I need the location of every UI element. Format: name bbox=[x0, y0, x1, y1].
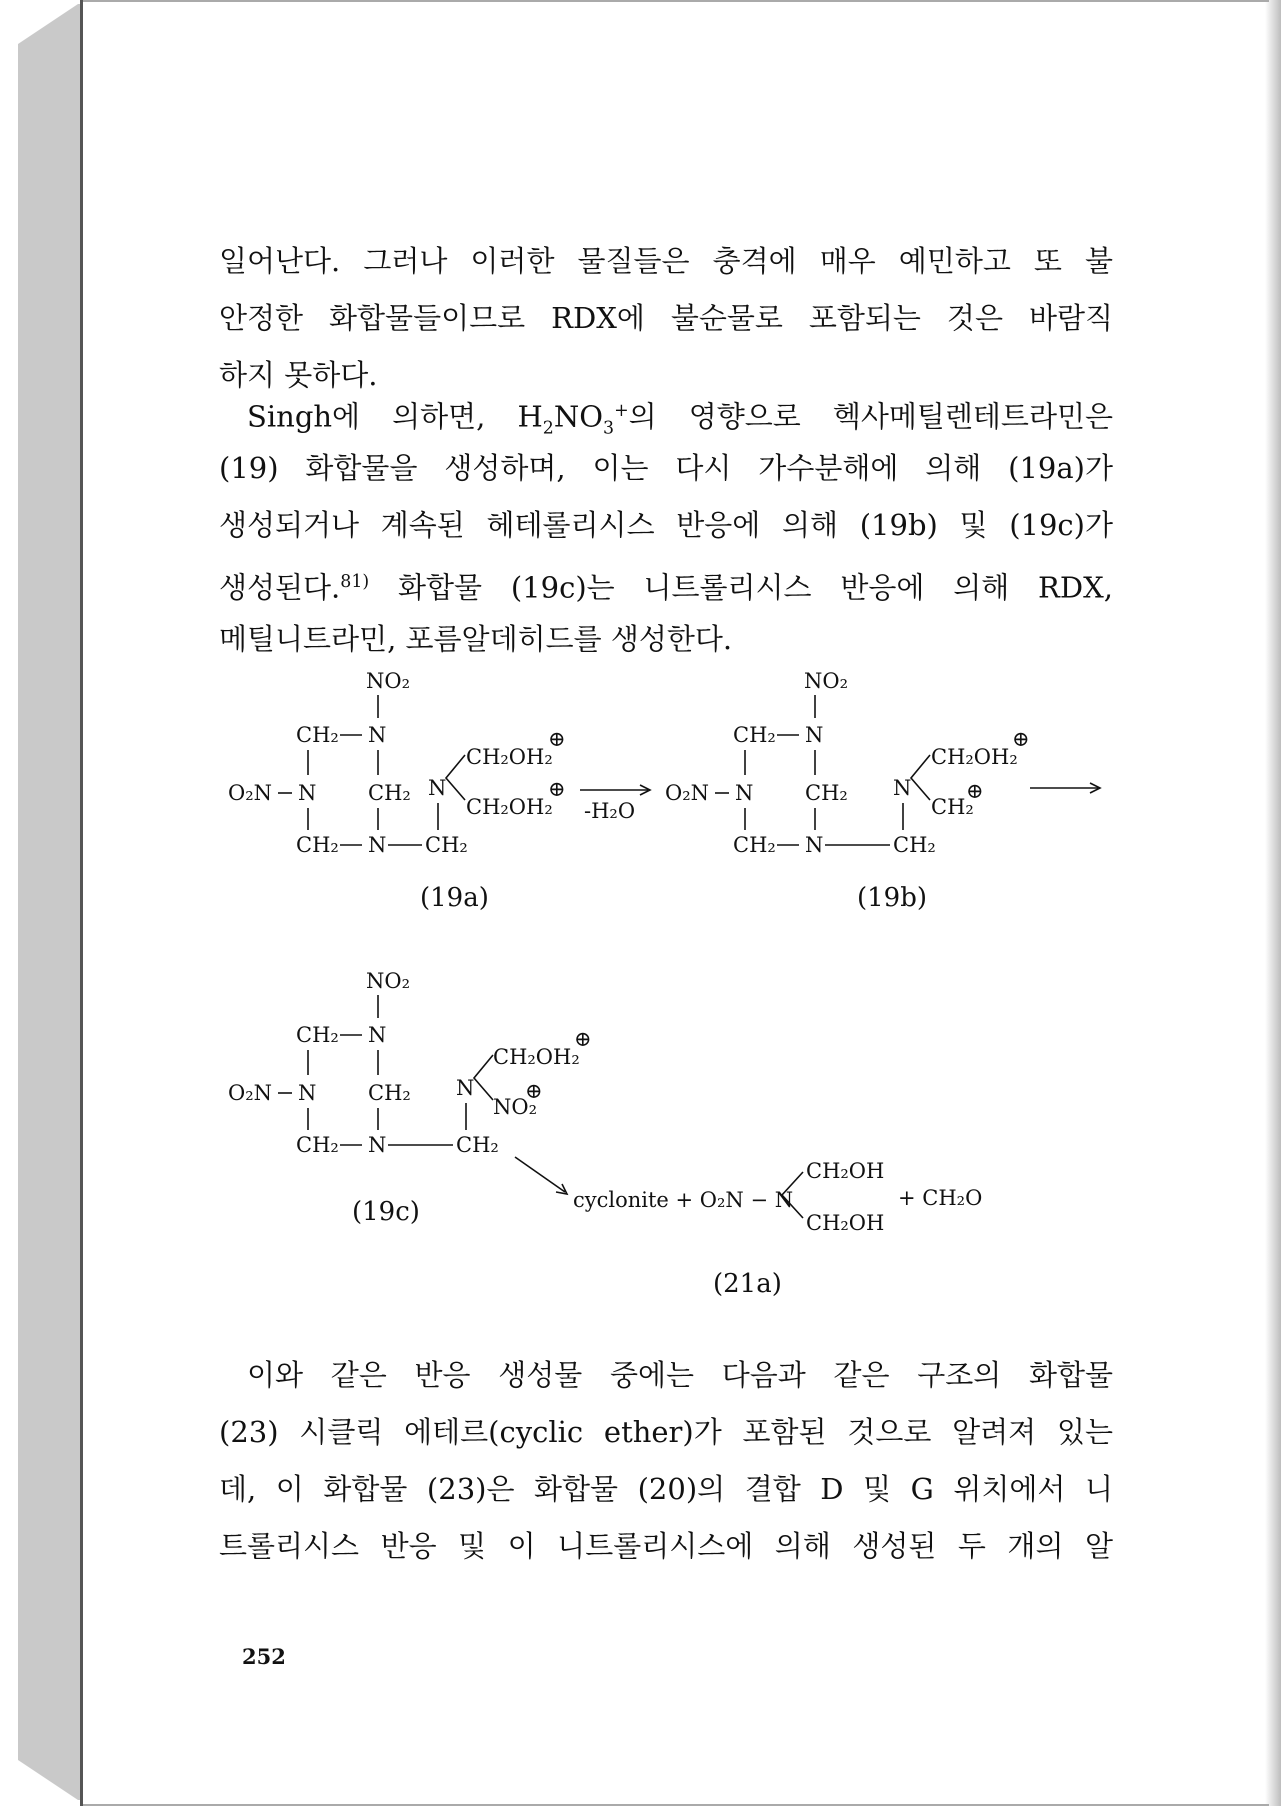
book-spine bbox=[18, 4, 82, 1800]
page-right-shadow bbox=[1265, 0, 1281, 1806]
label-19c: (19c) bbox=[352, 1197, 420, 1227]
p2-l4-text-a: 생성된다. bbox=[219, 570, 341, 605]
19a-n-quat: N bbox=[428, 776, 447, 800]
19b-n-quat: N bbox=[893, 776, 912, 800]
19b-no2: NO₂ bbox=[804, 669, 849, 693]
19b-ch2-bridge: CH₂ bbox=[893, 833, 936, 857]
19c-ch2-bridge: CH₂ bbox=[456, 1133, 499, 1157]
19c-ch2-mid: CH₂ bbox=[368, 1081, 411, 1105]
19a-ch2-bottom: CH₂ bbox=[296, 833, 339, 857]
19c-n-top: N bbox=[368, 1023, 387, 1047]
paragraph-1-line-3: 하지 못하다. bbox=[219, 358, 378, 392]
19c-charge-bottom: ⊕ bbox=[525, 1079, 543, 1103]
paragraph-2-line-2: (19) 화합물을 생성하며, 이는 다시 가수분해에 의해 (19a)가 bbox=[219, 451, 1113, 485]
19a-ch2-top: CH₂ bbox=[296, 723, 339, 747]
page-top-edge bbox=[83, 0, 1269, 2]
label-19a: (19a) bbox=[420, 883, 489, 913]
19b-ch2-cation: CH₂ bbox=[931, 795, 974, 819]
label-21a: (21a) bbox=[713, 1269, 782, 1299]
p2-l1-plus: + bbox=[614, 401, 629, 421]
product-formaldehyde: + CH₂O bbox=[898, 1186, 983, 1210]
paragraph-3-line-1: 이와 같은 반응 생성물 중에는 다음과 같은 구조의 화합물 bbox=[247, 1358, 1113, 1392]
19a-ch2oh2-top: CH₂OH₂ bbox=[466, 745, 553, 769]
paragraph-2-line-1 bbox=[219, 383, 1113, 440]
19a-ch2oh2-bottom: CH₂OH₂ bbox=[466, 795, 553, 819]
paragraph-2-line-3: 생성되거나 계속된 헤테롤리시스 반응에 의해 (19b) 및 (19c)가 bbox=[219, 508, 1113, 542]
p2-l4-text-b: 화합물 (19c)는 니트롤리시스 반응에 의해 RDX, bbox=[369, 570, 1113, 605]
19a-ch2-mid: CH₂ bbox=[368, 781, 411, 805]
p2-l1-text-a: Singh에 의하면, bbox=[247, 399, 486, 434]
paragraph-3-line-2: (23) 시클릭 에테르(cyclic ether)가 포함된 것으로 알려져 있는 bbox=[219, 1415, 1113, 1449]
19a-no2: NO₂ bbox=[366, 669, 411, 693]
19b-charge-top: ⊕ bbox=[1012, 727, 1030, 751]
p2-l1-sub3: 3 bbox=[603, 418, 615, 439]
p2-l1-h: H bbox=[517, 399, 543, 434]
arrow-label-h2o: -H₂O bbox=[584, 799, 636, 823]
p2-l1-text-b: 의 영향으로 헥사메틸렌테트라민은 bbox=[628, 399, 1113, 434]
19a-ch2-bridge: CH₂ bbox=[425, 833, 468, 857]
p2-l1-sub2: 2 bbox=[542, 418, 554, 439]
paragraph-1-line-2: 안정한 화합물들이므로 RDX에 불순물로 포함되는 것은 바람직 bbox=[219, 301, 1113, 335]
spine-edge bbox=[80, 0, 83, 1806]
19c-n-bottom: N bbox=[368, 1133, 387, 1157]
19a-n-bottom: N bbox=[368, 833, 387, 857]
19a-o2n: O₂N bbox=[228, 781, 273, 805]
19c-n-quat: N bbox=[456, 1076, 475, 1100]
19b-ch2-bottom: CH₂ bbox=[733, 833, 776, 857]
paragraph-1 bbox=[219, 233, 1113, 404]
paragraph-2 bbox=[219, 383, 1113, 668]
19b-o2n: O₂N bbox=[665, 781, 710, 805]
19b-ch2-top: CH₂ bbox=[733, 723, 776, 747]
19b-ch2-mid: CH₂ bbox=[805, 781, 848, 805]
page-number: 252 bbox=[242, 1644, 286, 1669]
footnote-ref-81: 81) bbox=[340, 572, 370, 592]
19c-no2: NO₂ bbox=[366, 969, 411, 993]
19c-charge-top: ⊕ bbox=[574, 1027, 592, 1051]
19b-n-left: N bbox=[735, 781, 754, 805]
product-cyclonite-methylnitramine: cyclonite + O₂N − N bbox=[573, 1188, 794, 1212]
19c-n-left: N bbox=[298, 1081, 317, 1105]
19a-charge-bottom: ⊕ bbox=[548, 777, 566, 801]
19c-ch2-top: CH₂ bbox=[296, 1023, 339, 1047]
19b-ch2oh2: CH₂OH₂ bbox=[931, 745, 1018, 769]
19c-ch2-bottom: CH₂ bbox=[296, 1133, 339, 1157]
19c-ch2oh2: CH₂OH₂ bbox=[493, 1045, 580, 1069]
19b-charge-bottom: ⊕ bbox=[966, 779, 984, 803]
19b-n-bottom: N bbox=[805, 833, 824, 857]
19a-n-top: N bbox=[368, 723, 387, 747]
label-19b: (19b) bbox=[857, 883, 928, 913]
paragraph-2-line-4 bbox=[219, 554, 1113, 611]
p2-l1-no: NO bbox=[553, 399, 603, 434]
paragraph-2-line-5: 메틸니트라민, 포름알데히드를 생성한다. bbox=[219, 622, 733, 656]
19c-o2n: O₂N bbox=[228, 1081, 273, 1105]
product-ch2oh-top: CH₂OH bbox=[806, 1159, 885, 1183]
product-ch2oh-bottom: CH₂OH bbox=[806, 1211, 885, 1235]
19a-n-left: N bbox=[298, 781, 317, 805]
19b-n-top: N bbox=[805, 723, 824, 747]
paragraph-3-line-3: 데, 이 화합물 (23)은 화합물 (20)의 결합 D 및 G 위치에서 니 bbox=[219, 1472, 1113, 1506]
paragraph-1-line-1: 일어난다. 그러나 이러한 물질들은 충격에 매우 예민하고 또 불 bbox=[219, 244, 1113, 278]
paragraph-3-line-4: 트롤리시스 반응 및 이 니트롤리시스에 의해 생성된 두 개의 알 bbox=[219, 1529, 1113, 1563]
19c-no2-cation: NO₂ bbox=[493, 1095, 538, 1119]
19a-charge-top: ⊕ bbox=[548, 727, 566, 751]
paragraph-3 bbox=[219, 1347, 1113, 1575]
